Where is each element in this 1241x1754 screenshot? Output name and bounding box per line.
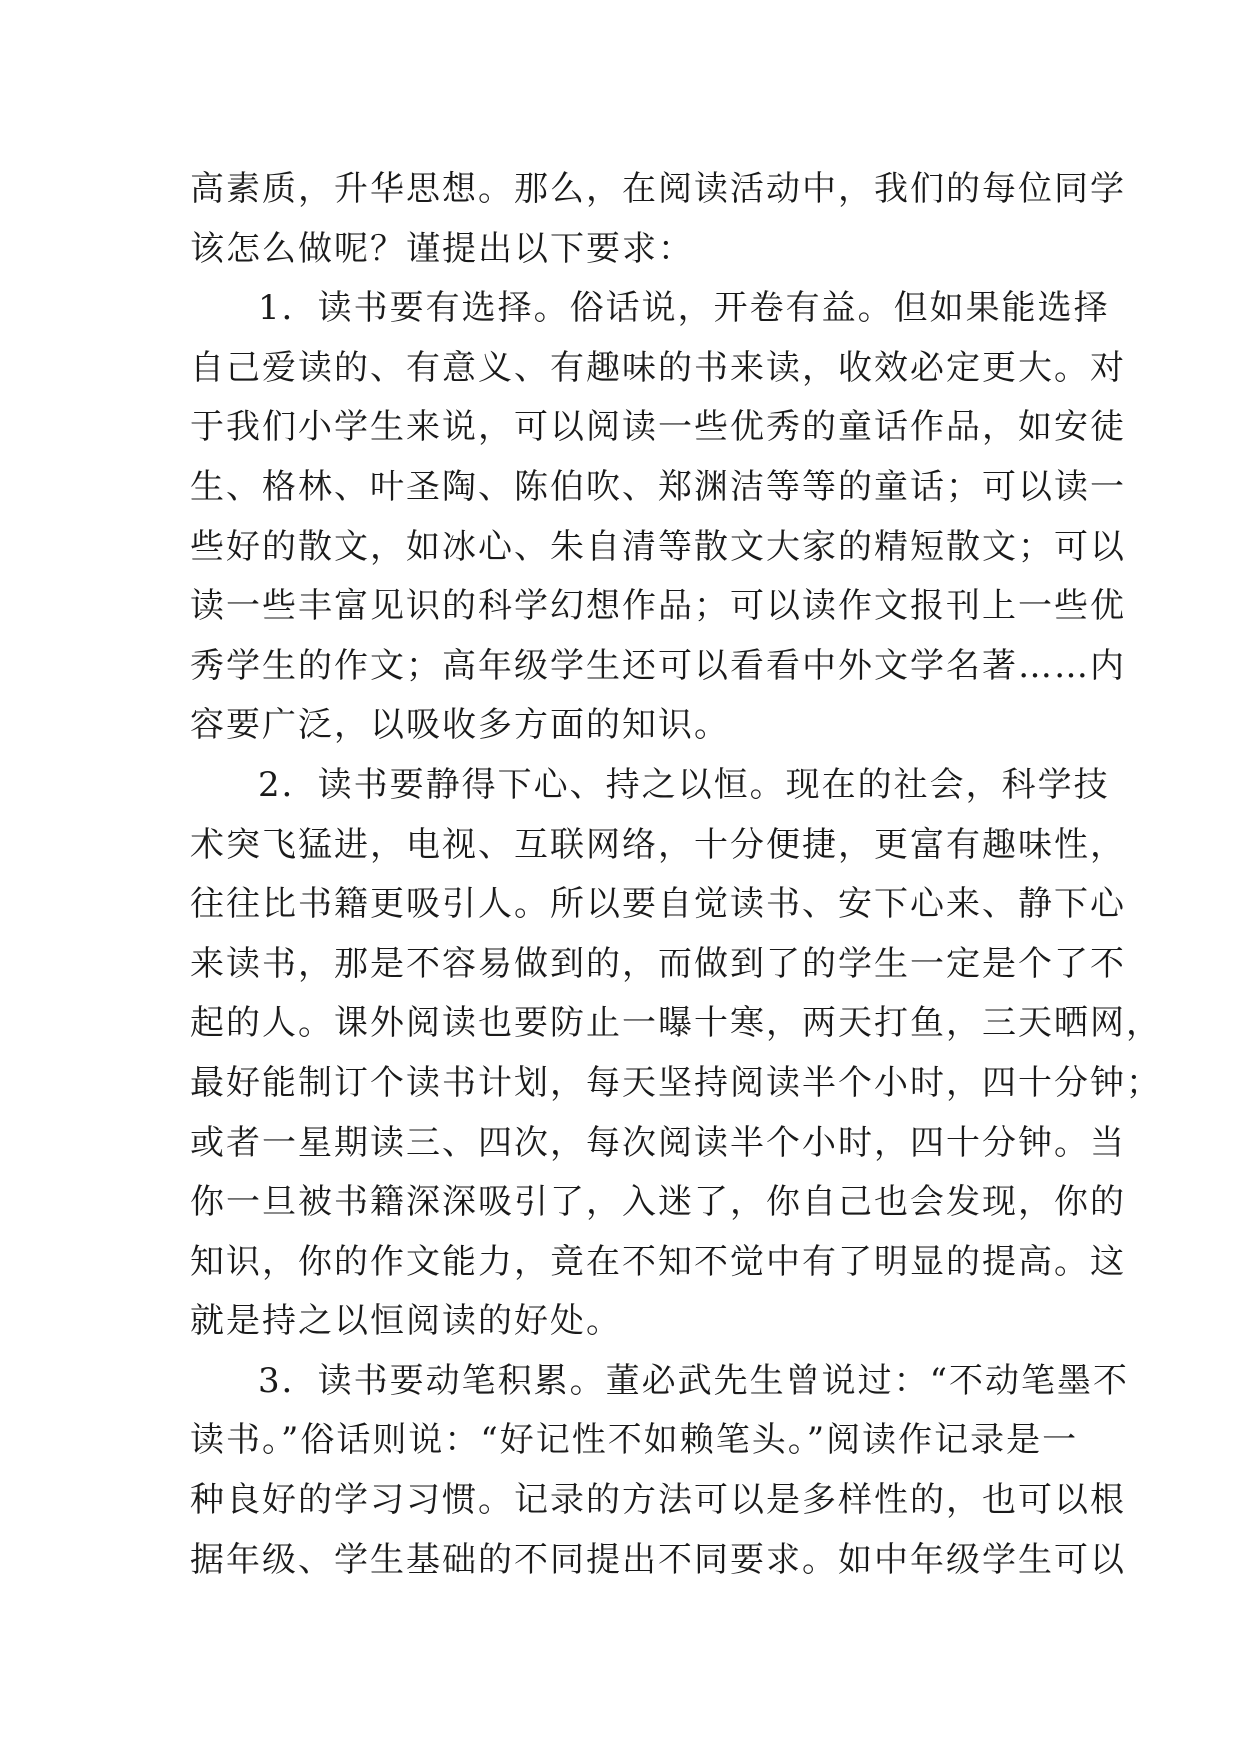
text-line: 往往比书籍更吸引人。所以要自觉读书、安下心来、静下心 xyxy=(190,884,1126,925)
body-text xyxy=(190,160,1162,1590)
text-line: 种良好的学习习惯。记录的方法可以是多样性的，也可以根 xyxy=(190,1480,1126,1521)
text-line: 起的人。课外阅读也要防止一曝十寒，两天打鱼，三天晒网， xyxy=(190,1003,1162,1044)
text-line: 读书。”俗话则说：“好记性不如赖笔头。”阅读作记录是一 xyxy=(190,1420,1079,1461)
text-line: 最好能制订个读书计划，每天坚持阅读半个小时，四十分钟； xyxy=(190,1062,1162,1103)
text-line: 生、格林、叶圣陶、陈伯吹、郑渊洁等等的童话；可以读一 xyxy=(190,466,1126,507)
text-line: 于我们小学生来说，可以阅读一些优秀的童话作品，如安徒 xyxy=(190,407,1126,448)
text-line: 秀学生的作文；高年级学生还可以看看中外文学名著……内 xyxy=(190,645,1126,686)
text-line: 3．读书要动笔积累。董必武先生曾说过：“不动笔墨不 xyxy=(258,1360,1130,1401)
text-line: 高素质，升华思想。那么，在阅读活动中，我们的每位同学 xyxy=(190,169,1126,209)
text-line: 2．读书要静得下心、持之以恒。现在的社会，科学技 xyxy=(258,764,1110,805)
text-line: 些好的散文，如冰心、朱自清等散文大家的精短散文；可以 xyxy=(190,526,1126,567)
text-line: 你一旦被书籍深深吸引了，入迷了，你自己也会发现，你的 xyxy=(190,1182,1126,1223)
text-line: 就是持之以恒阅读的好处。 xyxy=(190,1301,622,1342)
text-line: 来读书，那是不容易做到的，而做到了的学生一定是个了不 xyxy=(190,943,1126,984)
text-line: 读一些丰富见识的科学幻想作品；可以读作文报刊上一些优 xyxy=(190,586,1126,627)
text-line: 或者一星期读三、四次，每次阅读半个小时，四十分钟。当 xyxy=(190,1122,1126,1163)
text-line: 1．读书要有选择。俗话说，开卷有益。但如果能选择 xyxy=(258,288,1110,329)
text-line: 据年级、学生基础的不同提出不同要求。如中年级学生可以 xyxy=(190,1539,1126,1580)
text-line: 知识，你的作文能力，竟在不知不觉中有了明显的提高。这 xyxy=(190,1241,1126,1282)
text-line: 术突飞猛进，电视、互联网络，十分便捷，更富有趣味性， xyxy=(190,824,1126,865)
text-line: 容要广泛，以吸收多方面的知识。 xyxy=(190,705,730,746)
text-line: 自己爱读的、有意义、有趣味的书来读，收效必定更大。对 xyxy=(190,347,1126,388)
text-line: 该怎么做呢？谨提出以下要求： xyxy=(190,228,694,269)
